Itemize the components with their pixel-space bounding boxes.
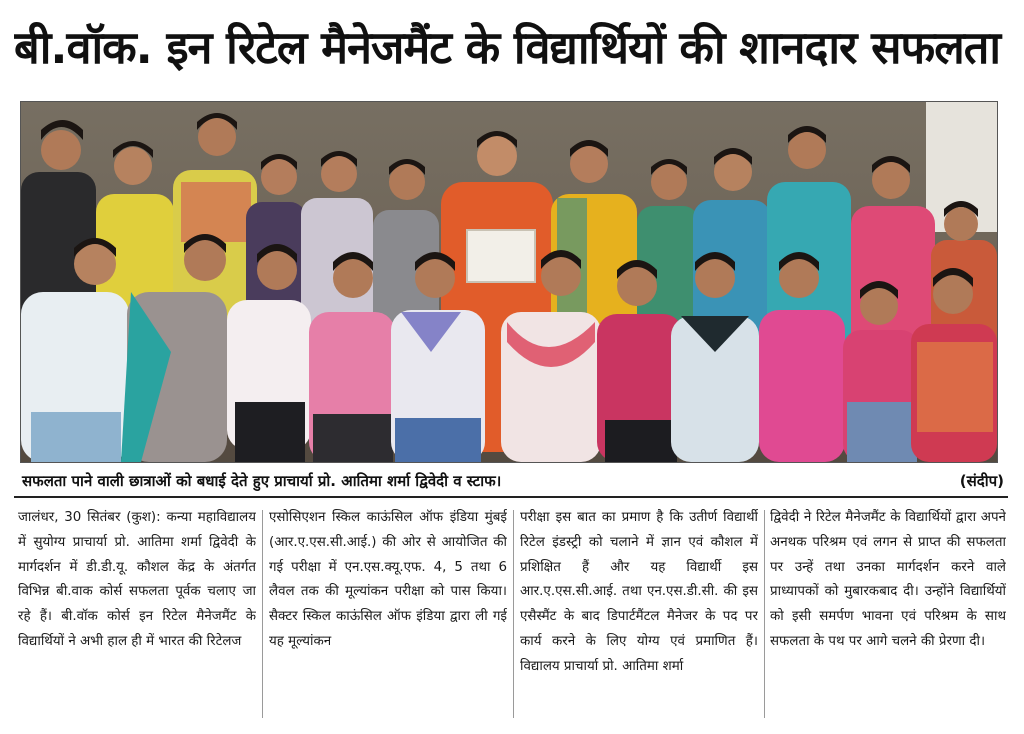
article-column-3: परीक्षा इस बात का प्रमाण है कि उतीर्ण विद्यार्थी रिटेल इंडस्ट्री को चलाने में ज्ञान एवं कौशल में प्रशिक्षित हैं और यह विद्यार्थी इस आर.ए.एस.सी.आई. तथा एन.एस.डी.सी. की इस एसैस्मैंट के बाद डिपार्टमैंटल मैनेजर के पद पर कार्य करने के लिए योग्य एवं प्रमाणित हैं। विद्यालय प्राचार्या प्रो. आतिमा शर्मा (520, 510, 758, 674)
column-divider (764, 510, 765, 718)
certificate (467, 230, 535, 282)
headline: बी.वॉक. इन रिटेल मैनेजमैंट के विद्यार्थियों की शानदार सफलता (14, 21, 1001, 74)
article-column-2: एसोसिएशन स्किल काऊंसिल ऑफ इंडिया मुंबई (आर.ए.एस.सी.आई.) की ओर से आयोजित की गई परीक्षा में एन.एस.क्यू.एफ. 4, 5 तथा 6 लैवल तक की मूल्यांकन परीक्षा को पास किया। सैक्टर स्किल काऊंसिल ऑफ इंडिया द्वारा ली गई यह मूल्यांकन (269, 510, 507, 649)
photo-credit: (संदीप) (959, 472, 1004, 490)
column-divider (513, 510, 514, 718)
article-column-1: जालंधर, 30 सितंबर (कुश): कन्या महाविद्यालय में सुयोग्य प्राचार्या प्रो. आतिमा शर्मा द्विवेदी के मार्गदर्शन में डी.डी.यू. कौशल केंद्र के अंतर्गत विभिन्न बी.वाक कोर्स सफलता पूर्वक चलाए जा रहे हैं। बी.वॉक कोर्स इन रिटेल मैनेजमैंट के विद्यार्थियों ने अभी हाल ही में भारत की रिटेलज (18, 510, 256, 649)
article-column-4: द्विवेदी ने रिटेल मैनेजमैंट के विद्यार्थियों द्वारा अपने अनथक परिश्रम एवं लगन से प्राप्त की सफलता पर उन्हें तथा उनका मार्गदर्शन करने वाले प्राध्यापकों को मुबारकबाद दी। उन्होंने विद्यार्थियों को इसी समर्पण भावना एवं परिश्रम के साथ सफलता के पथ पर आगे चलने की प्रेरणा दी। (770, 510, 1006, 649)
article-body (18, 506, 1006, 726)
photo-caption: सफलता पाने वाली छात्राओं को बधाई देते हुए प्राचार्या प्रो. आतिमा शर्मा द्विवेदी व स्टाफ। (22, 472, 502, 490)
photo-caption-bar (14, 466, 1008, 498)
group-photo (20, 101, 998, 463)
column-divider (262, 510, 263, 718)
